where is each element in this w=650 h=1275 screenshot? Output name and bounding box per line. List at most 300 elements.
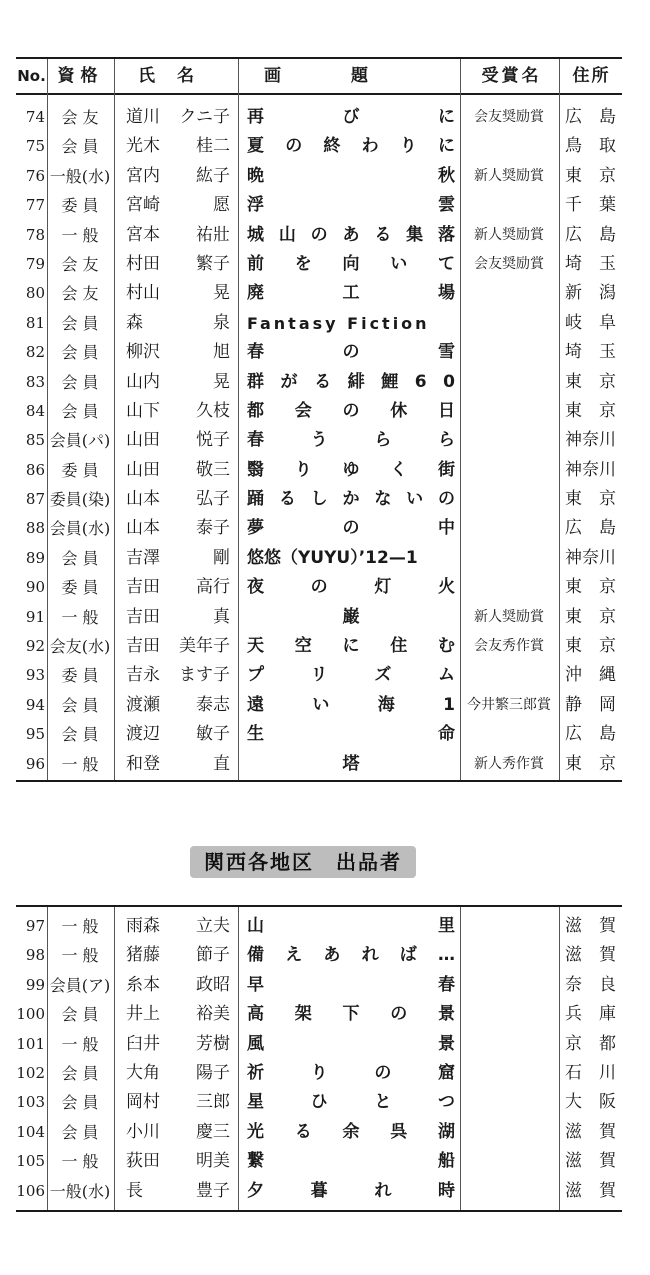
artwork-title xyxy=(247,221,455,250)
artist-name xyxy=(122,1088,234,1117)
qualification: 一 般 xyxy=(61,946,99,966)
location-part: 広 xyxy=(565,107,582,127)
location-part: 兵 xyxy=(565,1004,582,1025)
title-char: 空 xyxy=(294,636,312,657)
artist-name xyxy=(122,573,234,602)
location xyxy=(561,250,622,279)
title-char: 景 xyxy=(438,1033,455,1054)
qualification: 会 員 xyxy=(61,725,99,745)
given-name: 高行 xyxy=(196,577,230,598)
qualification: 一般(水) xyxy=(49,166,111,186)
title-char: 春 xyxy=(247,342,264,363)
location-part: 都 xyxy=(599,1033,616,1054)
award-name: 今井繁三郎賞 xyxy=(467,696,551,713)
entry-number: 80 xyxy=(25,284,45,303)
location xyxy=(561,368,622,397)
location-part: 京 xyxy=(599,753,616,774)
location-part: 京 xyxy=(565,1033,582,1054)
location-part: 玉 xyxy=(599,253,616,274)
title-char: 1 xyxy=(443,694,455,715)
given-name: 剛 xyxy=(213,547,230,568)
given-name: 晃 xyxy=(213,283,230,304)
award-name xyxy=(462,368,556,397)
location-part: 大 xyxy=(565,1092,582,1113)
location-part: 東 xyxy=(565,371,582,392)
qualification: 会 員 xyxy=(61,695,99,715)
title-char: の xyxy=(342,342,360,363)
table-row xyxy=(16,720,622,749)
family-name: 渡辺 xyxy=(126,724,160,745)
artwork-title xyxy=(247,691,455,720)
location xyxy=(561,941,622,970)
entry-number: 89 xyxy=(25,548,45,567)
location: 神奈川 xyxy=(565,430,616,451)
location xyxy=(561,162,622,191)
title-char: 山 xyxy=(247,916,264,936)
location xyxy=(561,1088,622,1117)
artwork-title xyxy=(247,1059,455,1088)
title-char: 天 xyxy=(247,636,264,657)
title-char: 場 xyxy=(438,283,455,304)
artist-name xyxy=(122,1118,234,1147)
family-name: 荻田 xyxy=(126,1151,160,1172)
title-char: 窟 xyxy=(437,1062,455,1083)
family-name: 山田 xyxy=(126,430,160,451)
table-row xyxy=(16,368,622,397)
location xyxy=(561,132,622,161)
table2-bottom-rule xyxy=(16,1210,622,1212)
family-name: 山本 xyxy=(126,518,160,539)
title-char: 廃 xyxy=(247,283,264,304)
title-char: ひ xyxy=(310,1092,328,1113)
entry-number: 98 xyxy=(25,946,45,965)
title-char: 翳 xyxy=(247,459,264,480)
award-name xyxy=(462,912,556,941)
qualification: 会員(パ) xyxy=(49,431,111,451)
qualification: 会員(水) xyxy=(49,519,111,539)
artwork-title xyxy=(247,971,455,1000)
entry-number: 104 xyxy=(16,1122,45,1141)
entry-number: 101 xyxy=(16,1034,45,1053)
artist-name xyxy=(122,221,234,250)
given-name: 美年子 xyxy=(179,636,230,657)
table-row xyxy=(16,426,622,455)
title-char: の xyxy=(310,577,328,598)
table-row xyxy=(16,456,622,485)
table-row xyxy=(16,250,622,279)
location-part: 滋 xyxy=(565,916,582,936)
title-char: 落 xyxy=(437,224,455,245)
artist-name xyxy=(122,426,234,455)
title-char: 雲 xyxy=(438,195,455,216)
header-award: 受賞名 xyxy=(481,66,542,86)
given-name: 祐壯 xyxy=(196,224,230,245)
family-name: 柳沢 xyxy=(126,342,160,363)
title-char: 高 xyxy=(247,1004,264,1025)
title-char: プ xyxy=(247,665,264,686)
artwork-title: 巌 xyxy=(342,606,360,627)
artwork-title xyxy=(247,397,455,426)
title-char: 城 xyxy=(247,224,264,245)
entry-number: 92 xyxy=(25,637,45,656)
entry-number: 74 xyxy=(25,108,45,126)
given-name: 愿 xyxy=(213,195,230,216)
location xyxy=(561,971,622,1000)
artwork-title xyxy=(247,661,455,690)
artist-name xyxy=(122,162,234,191)
title-char: 日 xyxy=(438,400,455,421)
location-part: 東 xyxy=(565,400,582,421)
title-char: な xyxy=(374,489,392,510)
location-part: 潟 xyxy=(599,283,616,304)
artist-name xyxy=(122,368,234,397)
qualification: 会 員 xyxy=(61,137,99,157)
qualification: 会 員 xyxy=(61,1122,99,1142)
title-char: 夏 xyxy=(247,136,264,157)
location-part: 賀 xyxy=(599,945,616,966)
title-char: を xyxy=(294,253,312,274)
given-name: 晃 xyxy=(213,371,230,392)
artwork-title xyxy=(247,1118,455,1147)
qualification: 会 員 xyxy=(61,313,99,333)
qualification: 会 員 xyxy=(61,343,99,363)
table-row xyxy=(16,971,622,1000)
location xyxy=(561,103,622,132)
given-name: 弘子 xyxy=(196,489,230,510)
table-row xyxy=(16,162,622,191)
entry-number: 93 xyxy=(25,666,45,685)
artist-name xyxy=(122,514,234,543)
qualification: 会 員 xyxy=(61,1005,99,1025)
artist-name xyxy=(122,603,234,632)
qualification: 会友(水) xyxy=(49,637,111,657)
location xyxy=(561,691,622,720)
given-name: 政昭 xyxy=(196,974,230,995)
family-name: 光木 xyxy=(126,136,160,157)
family-name: 山下 xyxy=(126,400,160,421)
given-name: 真 xyxy=(213,606,230,627)
artwork-title xyxy=(247,338,455,367)
award-name xyxy=(462,544,556,573)
title-char: 中 xyxy=(438,518,455,539)
given-name: 裕美 xyxy=(196,1004,230,1025)
title-char: 星 xyxy=(247,1092,264,1113)
award-name xyxy=(462,971,556,1000)
qualification: 会 員 xyxy=(61,1063,99,1083)
table-bottom-rule xyxy=(16,780,622,782)
section-title-kansai: 関西各地区 出品者 xyxy=(190,846,416,878)
title-char: 前 xyxy=(247,253,264,274)
location-part: 滋 xyxy=(565,945,582,966)
title-char: 火 xyxy=(437,577,455,598)
title-char: る xyxy=(294,1121,312,1142)
qualification: 委 員 xyxy=(61,666,99,686)
family-name: 臼井 xyxy=(126,1033,160,1054)
location-part: 岡 xyxy=(599,694,616,715)
family-name: 吉田 xyxy=(126,636,160,657)
title-char: 秋 xyxy=(438,165,455,186)
entry-number: 87 xyxy=(25,490,45,509)
given-name: 旭 xyxy=(213,342,230,363)
artwork-title xyxy=(247,632,455,661)
award-name: 新人奨励賞 xyxy=(474,226,544,243)
table-row xyxy=(16,338,622,367)
location xyxy=(561,279,622,308)
location-part: 川 xyxy=(599,1062,616,1083)
header-name: 氏名 xyxy=(138,66,216,86)
title-char: 架 xyxy=(294,1004,312,1025)
family-name: 宮本 xyxy=(126,224,160,245)
given-name: 敬三 xyxy=(196,459,230,480)
artwork-title xyxy=(247,1000,455,1029)
qualification: 会 員 xyxy=(61,372,99,392)
entry-number: 85 xyxy=(25,431,45,450)
location xyxy=(561,1147,622,1176)
title-char: 浮 xyxy=(247,195,264,216)
given-name: 久枝 xyxy=(196,400,230,421)
location-part: 島 xyxy=(599,518,616,539)
given-name: 陽子 xyxy=(196,1062,230,1083)
title-char: あ xyxy=(342,224,360,245)
entry-number: 96 xyxy=(25,754,45,773)
location xyxy=(561,661,622,690)
given-name: 慶三 xyxy=(196,1121,230,1142)
title-char: 生 xyxy=(247,724,264,745)
qualification: 会 友 xyxy=(61,284,99,304)
title-char: の xyxy=(374,1062,392,1083)
location xyxy=(561,912,622,941)
table-row xyxy=(16,485,622,514)
title-char: 群 xyxy=(247,371,264,392)
title-char: い xyxy=(312,694,330,715)
table-row xyxy=(16,632,622,661)
artist-name xyxy=(122,279,234,308)
entry-number: 88 xyxy=(25,519,45,538)
title-char: の xyxy=(437,489,455,510)
header-qualification: 資格 xyxy=(57,66,104,86)
kansai-exhibitor-table xyxy=(16,912,622,1206)
table-row xyxy=(16,309,622,338)
location: 神奈川 xyxy=(565,459,616,480)
entry-number: 106 xyxy=(16,1181,45,1200)
location-part: 東 xyxy=(565,165,582,186)
location xyxy=(561,1059,622,1088)
location-part: 縄 xyxy=(599,665,616,686)
location-part: 阪 xyxy=(599,1092,616,1113)
location-part: 島 xyxy=(599,107,616,127)
entry-number: 76 xyxy=(25,166,45,185)
artist-name xyxy=(122,191,234,220)
location xyxy=(561,221,622,250)
artist-name xyxy=(122,544,234,573)
table-row xyxy=(16,397,622,426)
title-char: 山 xyxy=(278,224,296,245)
artwork-title xyxy=(247,279,455,308)
location-part: 京 xyxy=(599,606,616,627)
title-char: 住 xyxy=(390,636,408,657)
exhibitor-table xyxy=(16,103,622,779)
table-row xyxy=(16,573,622,602)
title-char: わ xyxy=(361,136,379,157)
entry-number: 100 xyxy=(16,1005,45,1024)
entry-number: 82 xyxy=(25,343,45,362)
entry-number: 86 xyxy=(25,460,45,479)
table-row xyxy=(16,1000,622,1029)
location-part: 滋 xyxy=(565,1151,582,1172)
table-row xyxy=(16,132,622,161)
family-name: 山内 xyxy=(126,371,160,392)
title-char: い xyxy=(406,489,424,510)
artist-name xyxy=(122,971,234,1000)
artwork-title xyxy=(247,191,455,220)
title-char: 工 xyxy=(342,283,360,304)
family-name: 村山 xyxy=(126,283,160,304)
location-part: 東 xyxy=(565,636,582,657)
title-char: る xyxy=(374,224,392,245)
location xyxy=(561,309,622,338)
qualification: 会員(ア) xyxy=(49,975,111,995)
title-char: 灯 xyxy=(374,577,392,598)
artist-name xyxy=(122,132,234,161)
artwork-title xyxy=(247,912,455,941)
given-name: 立夫 xyxy=(196,916,230,936)
artist-name xyxy=(122,397,234,426)
table-row xyxy=(16,603,622,632)
family-name: 吉田 xyxy=(126,577,160,598)
title-char: か xyxy=(342,489,360,510)
location-part: 京 xyxy=(599,165,616,186)
artist-name xyxy=(122,1059,234,1088)
table-row xyxy=(16,941,622,970)
given-name: 泰志 xyxy=(196,694,230,715)
title-char: 雪 xyxy=(438,342,455,363)
title-char: 備 xyxy=(247,945,264,966)
location-part: 奈 xyxy=(565,974,582,995)
location-part: 埼 xyxy=(565,342,582,363)
table-row xyxy=(16,750,622,779)
header-rule xyxy=(16,93,622,95)
title-char: 晩 xyxy=(247,165,264,186)
artwork-title xyxy=(247,426,455,455)
location-part: 新 xyxy=(565,283,582,304)
entry-number: 99 xyxy=(25,975,45,994)
given-name: 泰子 xyxy=(196,518,230,539)
location-part: 東 xyxy=(565,753,582,774)
award-name xyxy=(462,456,556,485)
artwork-title: 塔 xyxy=(342,753,360,774)
title-char: 風 xyxy=(247,1033,264,1054)
table-row xyxy=(16,221,622,250)
qualification: 委 員 xyxy=(61,460,99,480)
location-part: 広 xyxy=(565,518,582,539)
title-char: 都 xyxy=(247,400,264,421)
table-row xyxy=(16,912,622,941)
table-row xyxy=(16,1088,622,1117)
title-char: の xyxy=(390,1004,408,1025)
qualification: 会 員 xyxy=(61,548,99,568)
location-part: 阜 xyxy=(599,312,616,333)
location-part: 賀 xyxy=(599,1121,616,1142)
family-name: 渡瀬 xyxy=(126,694,160,715)
award-name xyxy=(462,720,556,749)
location-part: 島 xyxy=(599,224,616,245)
location: 神奈川 xyxy=(565,547,616,568)
given-name: 芳樹 xyxy=(196,1033,230,1054)
artist-name xyxy=(122,456,234,485)
table-row xyxy=(16,544,622,573)
family-name: 猪藤 xyxy=(126,945,160,966)
award-name: 会友秀作賞 xyxy=(474,638,544,655)
location xyxy=(561,1118,622,1147)
given-name: 豊子 xyxy=(196,1180,230,1201)
artist-name xyxy=(122,691,234,720)
qualification: 会 員 xyxy=(61,401,99,421)
artwork-title xyxy=(247,162,455,191)
award-name xyxy=(462,279,556,308)
location-part: 賀 xyxy=(599,1151,616,1172)
location xyxy=(561,1177,622,1206)
qualification: 委員(染) xyxy=(49,490,111,510)
table-row xyxy=(16,1030,622,1059)
location xyxy=(561,750,622,779)
location-part: 東 xyxy=(565,577,582,598)
given-name: 悦子 xyxy=(196,430,230,451)
award-name xyxy=(462,1000,556,1029)
artwork-title xyxy=(247,1030,455,1059)
table-row xyxy=(16,103,622,132)
given-name: 三郎 xyxy=(196,1092,230,1113)
family-name: 道川 xyxy=(126,107,160,127)
award-name xyxy=(462,132,556,161)
family-name: 雨森 xyxy=(126,916,160,936)
entry-number: 94 xyxy=(25,695,45,714)
location xyxy=(561,514,622,543)
artist-name xyxy=(122,309,234,338)
location-part: 京 xyxy=(599,400,616,421)
artwork-title xyxy=(247,250,455,279)
title-char: 再 xyxy=(247,107,264,127)
family-name: 宮内 xyxy=(126,165,160,186)
title-char: あ xyxy=(323,945,341,966)
given-name: 節子 xyxy=(196,945,230,966)
award-name: 新人奨励賞 xyxy=(474,167,544,184)
family-name: 吉永 xyxy=(126,665,160,686)
family-name: 吉澤 xyxy=(126,547,160,568)
title-char: う xyxy=(310,430,328,451)
title-char: い xyxy=(390,253,408,274)
family-name: 長 xyxy=(126,1180,143,1201)
given-name: 敏子 xyxy=(196,724,230,745)
location-part: 沖 xyxy=(565,665,582,686)
artwork-title xyxy=(247,132,455,161)
title-char: 祈 xyxy=(247,1062,264,1083)
title-char: 鯉 xyxy=(381,371,399,392)
title-char: れ xyxy=(361,945,379,966)
title-char: む xyxy=(438,636,455,657)
given-name: 明美 xyxy=(196,1151,230,1172)
entry-number: 83 xyxy=(25,372,45,391)
award-name xyxy=(462,191,556,220)
qualification: 委 員 xyxy=(61,578,99,598)
entry-number: 102 xyxy=(16,1063,45,1082)
entry-number: 97 xyxy=(25,917,45,935)
family-name: 岡村 xyxy=(126,1092,160,1113)
award-name xyxy=(462,514,556,543)
location-part: 良 xyxy=(599,974,616,995)
award-name: 新人奨励賞 xyxy=(474,608,544,625)
award-name: 会友奨励賞 xyxy=(474,109,544,125)
title-char: の xyxy=(285,136,303,157)
